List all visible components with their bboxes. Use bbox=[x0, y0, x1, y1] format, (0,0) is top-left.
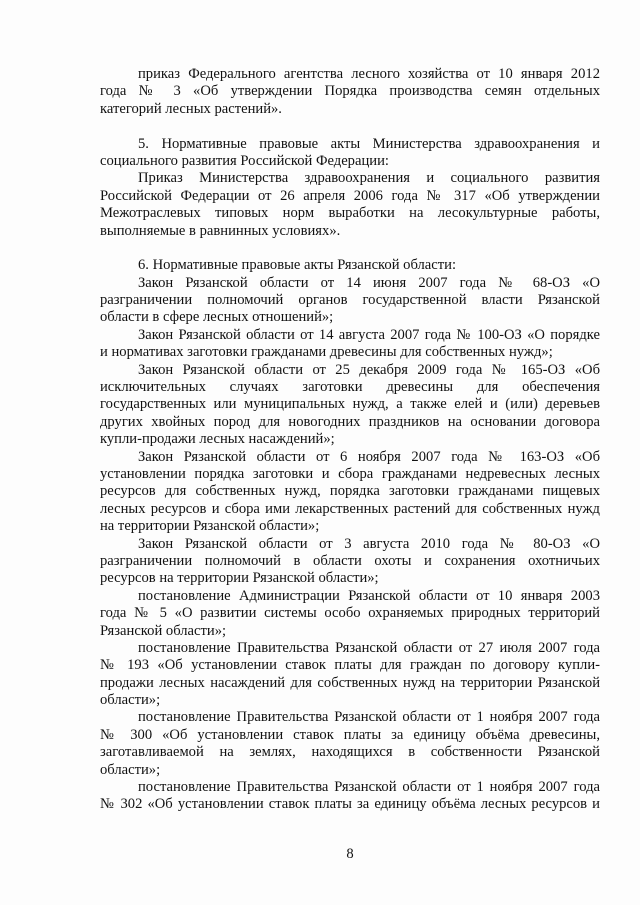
text-line: и нормативах заготовки гражданами древесины для собственных нужд»; bbox=[100, 344, 553, 361]
paragraph bbox=[100, 362, 600, 449]
paragraph bbox=[100, 275, 600, 327]
paragraph bbox=[100, 449, 600, 536]
text-line: Закон Рязанской области от 25 декабря 2009 года № 165-ОЗ «Об bbox=[138, 361, 600, 378]
text-line: Приказ Министерства здравоохранения и социального развития bbox=[138, 170, 600, 187]
paragraph bbox=[100, 640, 600, 710]
paragraph-spacer bbox=[100, 118, 600, 135]
section-heading-6 bbox=[100, 257, 600, 274]
paragraph bbox=[100, 170, 600, 240]
paragraph bbox=[100, 66, 600, 118]
text-line: категорий лесных растений». bbox=[100, 100, 282, 117]
document-body bbox=[100, 66, 600, 814]
text-line: области»; bbox=[100, 761, 161, 778]
text-line: ресурсов для собственных нужд, порядка заготовки гражданами пищевых bbox=[100, 483, 600, 500]
paragraph bbox=[100, 779, 600, 814]
text-line: Закон Рязанской области от 6 ноября 2007 года № 163-ОЗ «Об bbox=[138, 448, 600, 465]
text-line: области»; bbox=[100, 692, 161, 709]
text-line: Закон Рязанской области от 3 августа 2010 года № 80-ОЗ «О bbox=[138, 535, 600, 552]
text-line: постановление Правительства Рязанской области от 27 июля 2007 года bbox=[138, 639, 600, 656]
text-line: заготавливаемой на землях, находящихся в собственности Рязанской bbox=[100, 744, 600, 761]
text-line: Закон Рязанской области от 14 августа 2007 года № 100-ОЗ «О порядке bbox=[138, 326, 600, 343]
text-line: лесных ресурсов и сбора ими лекарственных растений для собственных нужд bbox=[100, 500, 600, 517]
text-line: № 302 «Об установлении ставок платы за единицу объёма лесных ресурсов и bbox=[100, 796, 600, 813]
text-line: Рязанской области»; bbox=[100, 622, 227, 639]
text-line: Межотраслевых типовых норм выработки на лесокультурные работы, bbox=[100, 205, 600, 222]
text-line: ресурсов на территории Рязанской области»; bbox=[100, 570, 379, 587]
text-line: № 300 «Об установлении ставок платы за единицу объёма древесины, bbox=[100, 726, 600, 743]
text-line: 6. Нормативные правовые акты Рязанской области: bbox=[138, 257, 457, 274]
text-line: исключительных случаях заготовки древесины для обеспечения bbox=[100, 379, 600, 396]
section-heading-5 bbox=[100, 136, 600, 171]
text-line: постановление Правительства Рязанской области от 1 ноября 2007 года bbox=[138, 709, 600, 726]
text-line: выполняемые в равнинных условиях». bbox=[100, 222, 341, 239]
text-line: области в сфере лесных отношений»; bbox=[100, 309, 334, 326]
text-line: приказ Федерального агентства лесного хозяйства от 10 января 2012 bbox=[138, 66, 600, 82]
text-line: № 193 «Об установлении ставок платы для граждан по договору купли- bbox=[100, 657, 600, 674]
paragraph bbox=[100, 588, 600, 640]
page-number: 8 bbox=[346, 846, 354, 862]
text-line: года № 5 «О развитии системы особо охраняемых природных территорий bbox=[100, 605, 600, 622]
paragraph bbox=[100, 709, 600, 779]
text-line: купли-продажи лесных насаждений»; bbox=[100, 431, 335, 448]
text-line: года № 3 «Об утверждении Порядка производства семян отдельных bbox=[100, 83, 600, 100]
text-line: разграничении полномочий в области охоты и сохранения охотничьих bbox=[100, 552, 600, 569]
text-line: государственных или муниципальных нужд, а также елей и (или) деревьев bbox=[100, 396, 600, 413]
text-line: социального развития Российской Федерации: bbox=[100, 152, 389, 169]
paragraph bbox=[100, 536, 600, 588]
text-line: других хвойных пород для новогодних праздников на основании договора bbox=[100, 413, 600, 430]
text-line: Закон Рязанской области от 14 июня 2007 года № 68-ОЗ «О bbox=[138, 274, 600, 291]
text-line: постановление Администрации Рязанской области от 10 января 2003 bbox=[138, 587, 600, 604]
text-line: на территории Рязанской области»; bbox=[100, 518, 320, 535]
paragraph bbox=[100, 327, 600, 362]
text-line: продажи лесных насаждений для собственных нужд на территории Рязанской bbox=[100, 674, 600, 691]
text-line: Российской Федерации от 26 апреля 2006 года № 317 «Об утверждении bbox=[100, 187, 600, 204]
text-line: разграничении полномочий органов государственной власти Рязанской bbox=[100, 292, 600, 309]
text-line: постановление Правительства Рязанской области от 1 ноября 2007 года bbox=[138, 779, 600, 796]
paragraph-spacer bbox=[100, 240, 600, 257]
text-line: установлении порядка заготовки и сбора гражданами недревесных лесных bbox=[100, 465, 600, 482]
text-line: 5. Нормативные правовые акты Министерства здравоохранения и bbox=[138, 135, 600, 152]
